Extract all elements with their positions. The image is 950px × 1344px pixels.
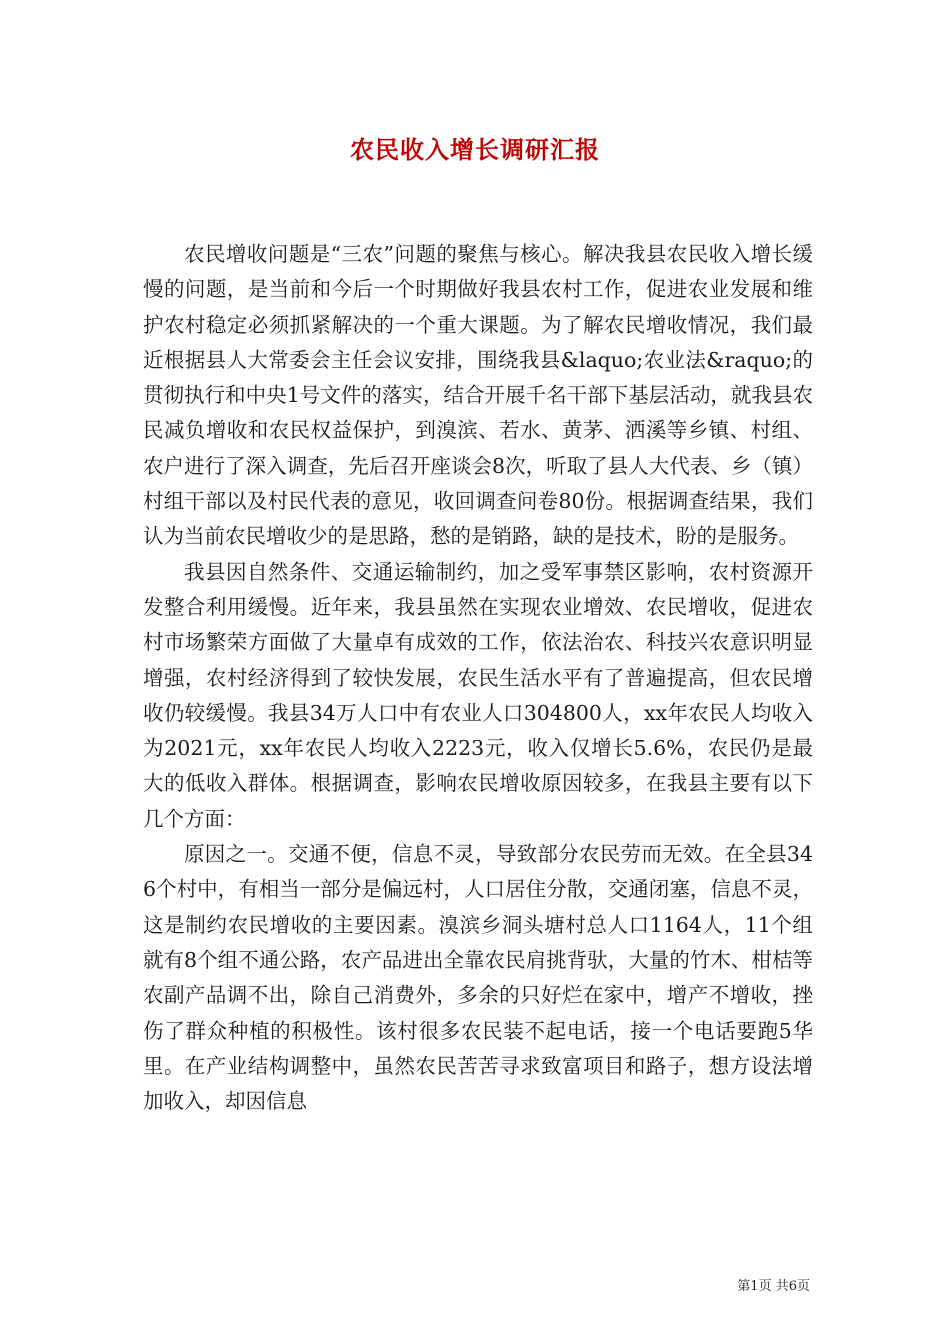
footer-prefix: 第 xyxy=(737,1279,751,1294)
page-number-footer xyxy=(700,1275,810,1294)
paragraph-intro: 农民增收问题是“三农”问题的聚焦与核心。解决我县农民收入增长缓慢的问题，是当前和今后一个时期做好我县农村工作，促进农业发展和维护农村稳定必须抓紧解决的一个重大课题。为了解农民增收情况，我们最近根据县人大常委会主任会议安排，围绕我县&laquo;农业法&raquo;的贯彻执行和中央1号文件的落实，结合开展千名干部下基层活动，就我县农民减负增收和农民权益保护，到溴滨、若水、黄茅、洒溪等乡镇、村组、农户进行了深入调查，先后召开座谈会8次，听取了县人大代表、乡（镇）村组干部以及村民代表的意见，收回调查问卷80份。根据调查结果，我们认为当前农民增收少的是思路，愁的是销路，缺的是技术，盼的是服务。 xyxy=(143,242,813,549)
footer-middle: 页 共 xyxy=(758,1279,789,1294)
current-page-number: 1 xyxy=(750,1279,759,1294)
total-pages-number: 6 xyxy=(788,1279,797,1294)
paragraph-background: 我县因自然条件、交通运输制约，加之受军事禁区影响，农村资源开发整合利用缓慢。近年来，我县虽然在实现农业增效、农民增收，促进农村市场繁荣方面做了大量卓有成效的工作，依法治农、科技兴农意识明显增强，农村经济得到了较快发展，农民生活水平有了普遍提高，但农民增收仍较缓慢。我县34万人口中有农业人口304800人，xx年农民人均收入为2021元，xx年农民人均收入2223元，收入仅增长5.6%，农民仍是最大的低收入群体。根据调查，影响农民增收原因较多，在我县主要有以下几个方面： xyxy=(143,559,813,831)
document-title: 农民收入增长调研汇报 xyxy=(350,135,600,164)
paragraph-reason-one: 原因之一。交通不便，信息不灵，导致部分农民劳而无效。在全县346个村中，有相当一部分是偏远村，人口居住分散，交通闭塞，信息不灵，这是制约农民增收的主要因素。溴滨乡洞头塘村总人口1164人，11个组就有8个组不通公路，农产品进出全靠农民肩挑背驮，大量的竹木、柑桔等农副产品调不出，除自己消费外，多余的只好烂在家中，增产不增收，挫伤了群众种植的积极性。该村很多农民装不起电话，接一个电话要跑5华里。在产业结构调整中，虽然农民苦苦寻求致富项目和路子，想方设法增加收入，却因信息 xyxy=(143,842,813,1114)
document-body xyxy=(143,237,813,1119)
footer-suffix: 页 xyxy=(796,1279,810,1294)
